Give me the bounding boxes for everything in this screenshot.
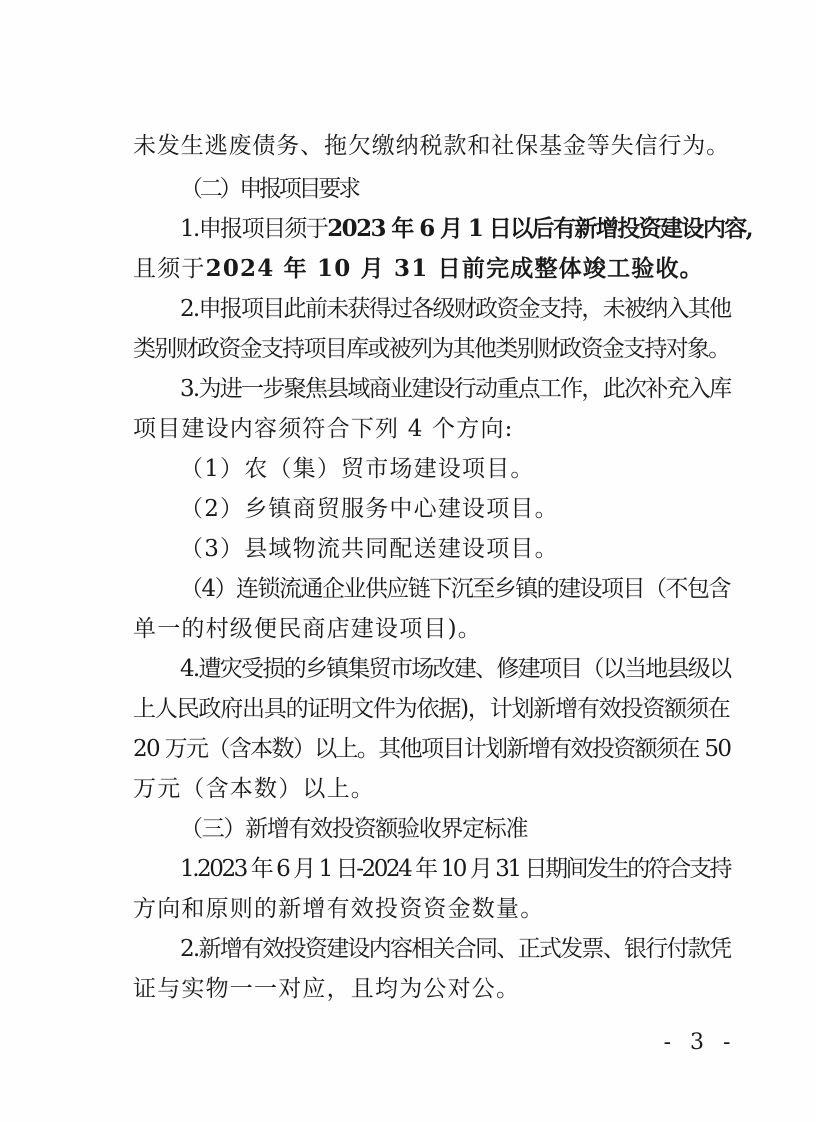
paragraph-4-line-4: 万元（含本数）以上。 (133, 776, 375, 802)
paragraph-4-line-2: 上人民政府出具的证明文件为依据)，计划新增有效投资额须在 (133, 696, 730, 722)
paragraph-line: 未发生逃废债务、拖欠缴纳税款和社保基金等失信行为。 (133, 133, 730, 159)
paragraph-3-line-2: 项目建设内容须符合下列 4 个方向: (133, 416, 514, 442)
list-item-2: （2）乡镇商贸服务中心建设项目。 (180, 496, 559, 522)
paragraph-1-bold-deadline: 2024 年 10 月 31 日前完成整体竣工验收。 (205, 255, 704, 282)
page-number: - 3 - (663, 1030, 737, 1055)
paragraph-3-line-1: 3.为进一步聚焦县域商业建设行动重点工作，此次补充入库 (180, 376, 731, 402)
standard-2-line-2: 证与实物一一对应，且均为公对公。 (133, 976, 521, 1002)
section-heading-2: （二）申报项目要求 (180, 176, 358, 202)
list-item-3: （3）县域物流共同配送建设项目。 (180, 536, 559, 562)
standard-2-line-1: 2.新增有效投资建设内容相关合同、正式发票、银行付款凭 (180, 936, 731, 962)
paragraph-1-text: 且须于 (133, 256, 206, 282)
section-heading-3: （三）新增有效投资额验收界定标准 (180, 816, 528, 842)
list-item-4-line-2: 单一的村级便民商店建设项目)。 (133, 616, 482, 642)
list-item-4-line-1: （4）连锁流通企业供应链下沉至乡镇的建设项目（不包含 (180, 576, 730, 602)
standard-1-line-2: 方向和原则的新增有效投资资金数量。 (133, 896, 545, 922)
paragraph-1-bold-date: 2023 年 6 月 1 日以后有新增投资建设内容, (327, 215, 753, 242)
list-item-1: （1）农（集）贸市场建设项目。 (180, 456, 535, 482)
paragraph-1-text: 1.申报项目须于 (180, 216, 328, 242)
paragraph-4-line-3: 20 万元（含本数）以上。其他项目计划新增有效投资额须在 50 (133, 736, 731, 762)
paragraph-2-line-2: 类别财政资金支持项目库或被列为其他类别财政资金支持对象。 (133, 336, 730, 362)
paragraph-4-line-1: 4.遭灾受损的乡镇集贸市场改建、修建项目（以当地县级以 (180, 656, 731, 682)
paragraph-1-line-2 (133, 254, 723, 284)
paragraph-2-line-1: 2.申报项目此前未获得过各级财政资金支持，未被纳入其他 (180, 296, 731, 322)
paragraph-1-line-1 (180, 214, 753, 244)
standard-1-line-1: 1.2023 年 6 月 1 日-2024 年 10 月 31 日期间发生的符合支持 (180, 856, 731, 882)
